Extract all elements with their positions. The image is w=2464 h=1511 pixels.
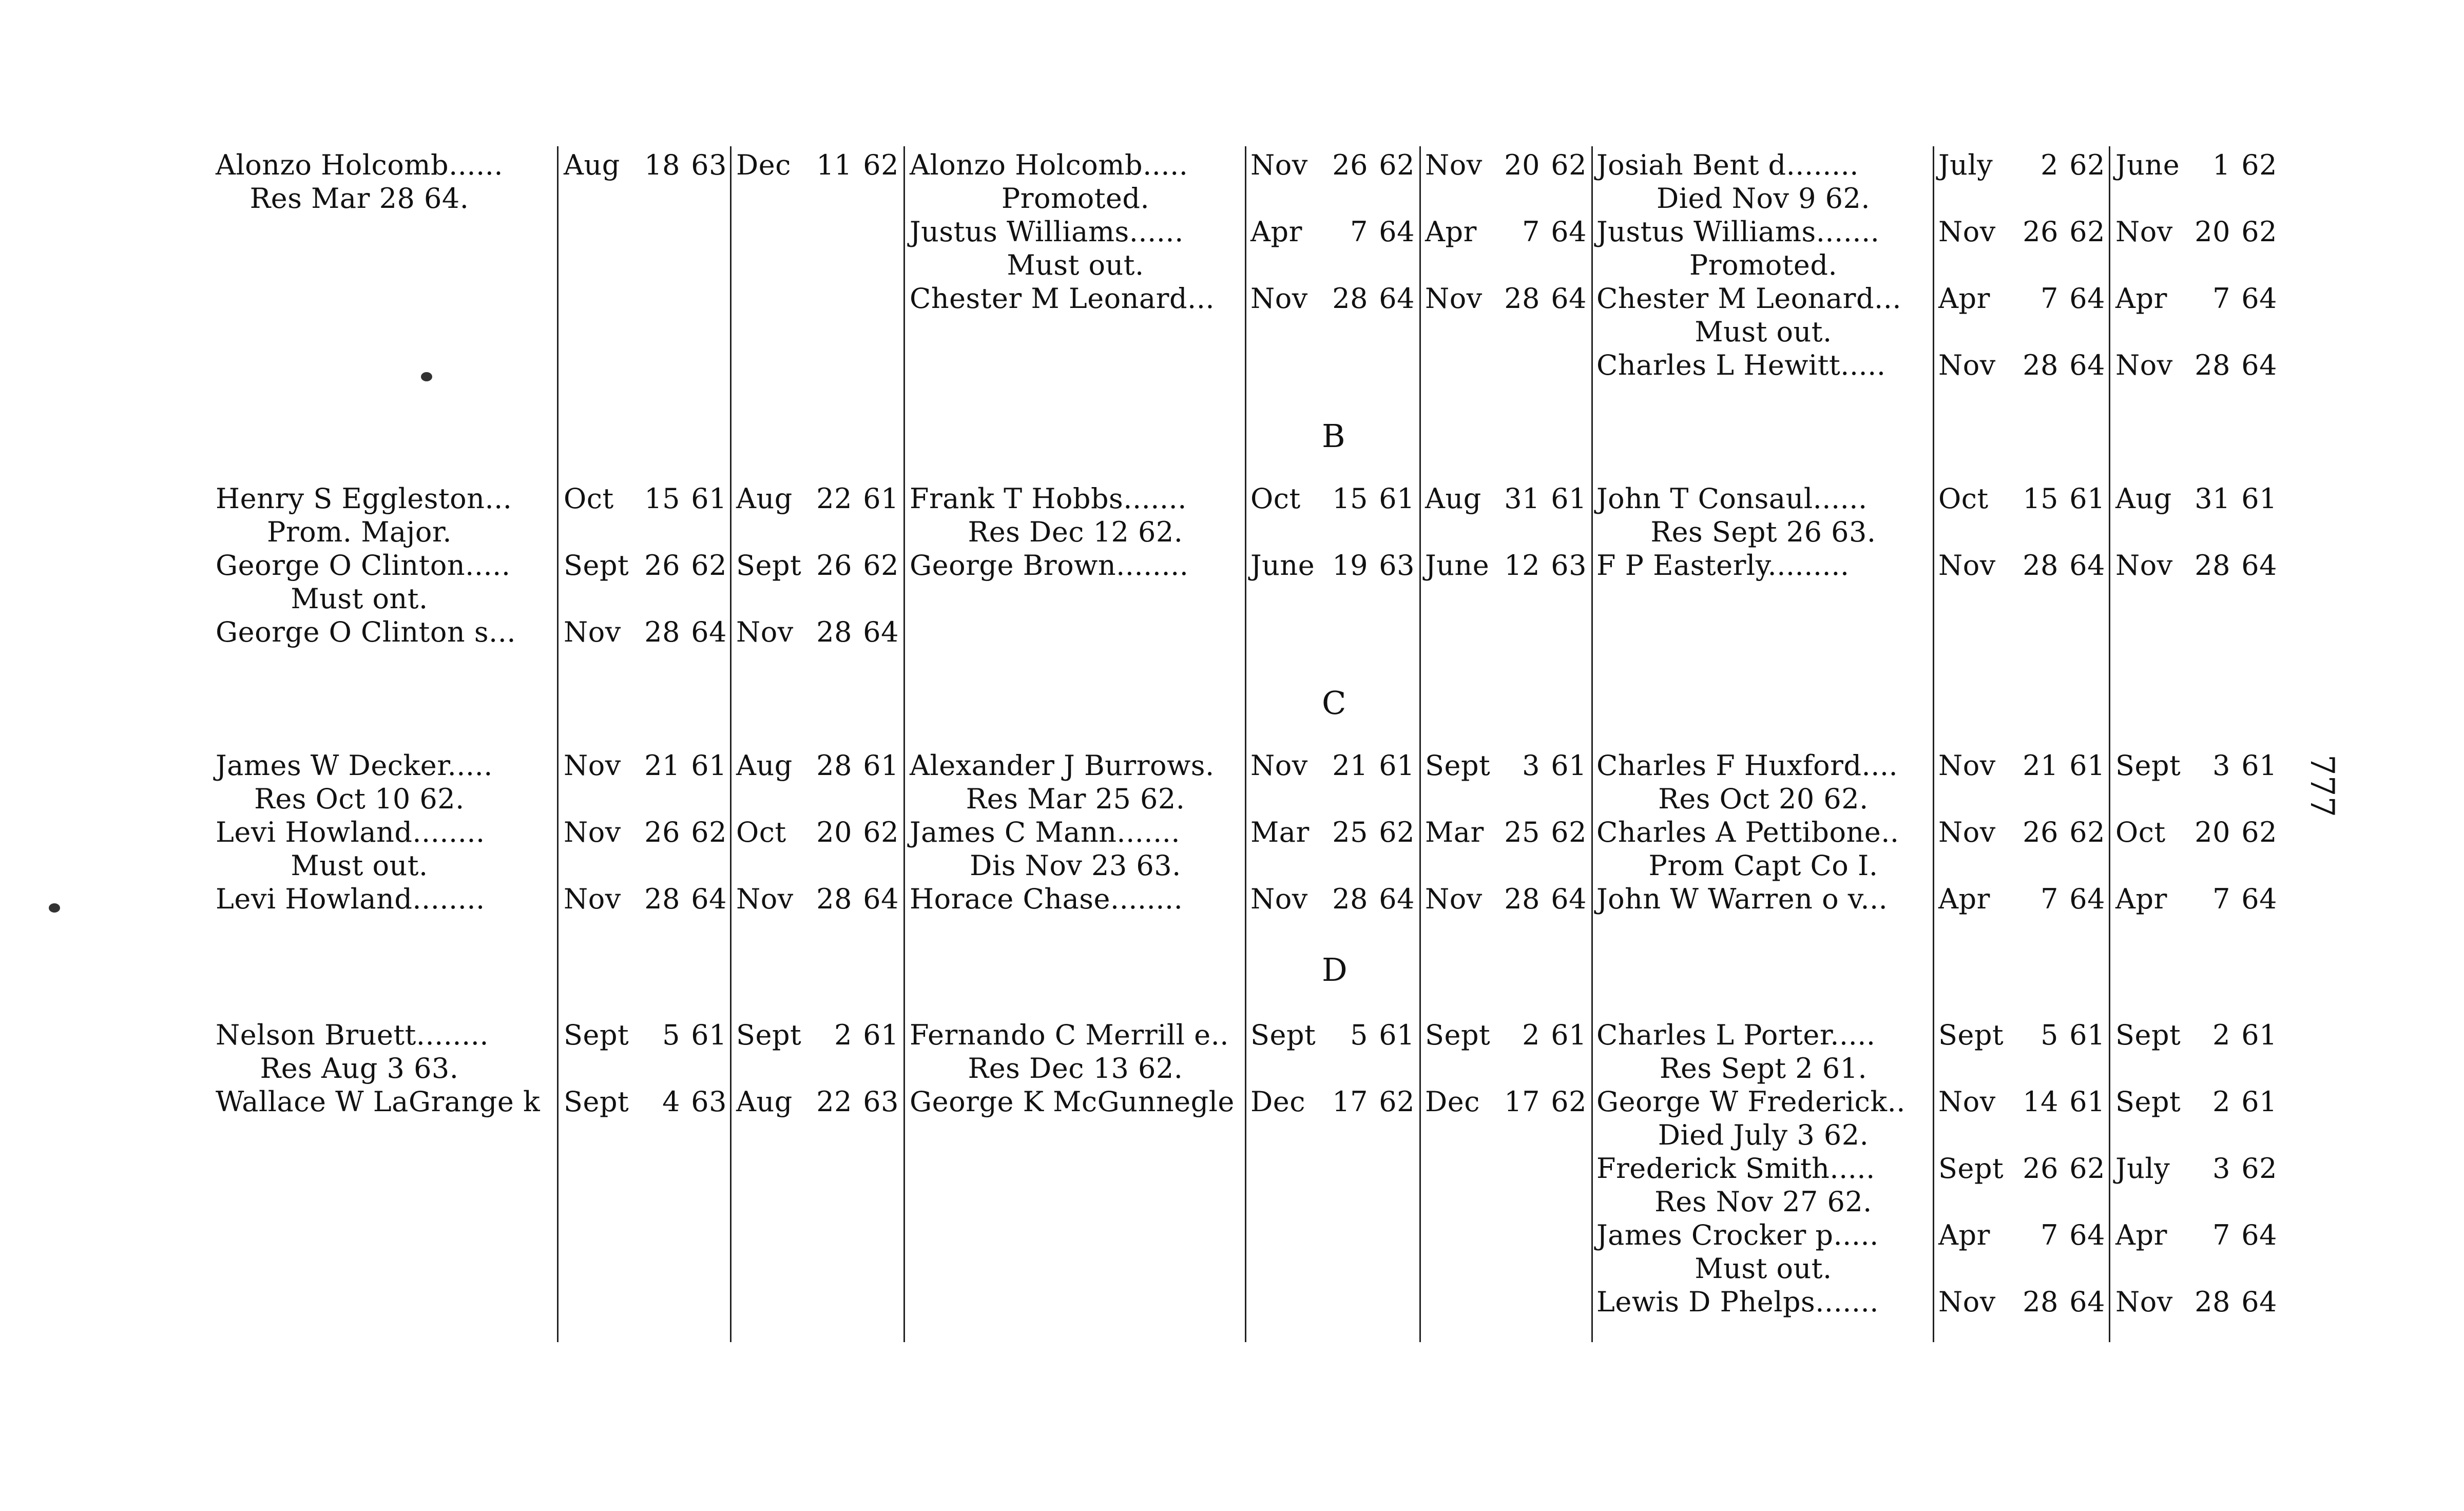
- roster-page: 777 Alonzo Holcomb...... Aug 18 63 Dec 11 62 Alonzo Holcomb..... Nov 26 62 Nov 20 62 Josiah Bent d........ July 2 62 June 1 62 Res Mar 28 64. Promoted. Died Nov 9 62. Justus Williams...... Apr 7 64 Apr 7 64 Justus Williams....... Nov 26 62 Nov 20 62 Must out. Promoted. Chester M Leonard... Nov 28 64 Nov 28 64 Chester M Leonard... Apr 7 64 Apr 7 64 Must out. Charles L Hewitt..... Nov 28 64 Nov 28 64 B Henry S Eggleston... Oct 15 61 Aug 22 61 Frank T Hobbs....... Oct 15 61 Aug 31 61 John T Consaul...... Oct 15 61 Aug 31 61 Prom. Major. Res Dec 12 62. Res Sept 26 63. George O Clinton..... Sept 26 62 Sept 26 62 George Brown........ June 19 63 June 12 63 F P Easterly......... Nov 28 64 Nov 28 64 Must ont. George O Clinton s... Nov 28 64 Nov 28 64 C James W Decker..... Nov 21 61 Aug 28 61 Alexander J Burrows. Nov 21 61 Sept 3 61 Charles F Huxford.... Nov 21 61 Sept 3 61 Res Oct 10 62. Res Mar 25 62. Res Oct 20 62. Levi Howland........ Nov 26 62 Oct 20 62 James C Mann....... Mar 25 62 Mar 25 62 Charles A Pettibone.. Nov 26 62 Oct 20 62 Must out. Dis Nov 23 63. Prom Capt Co I. Levi Howland........ Nov 28 64 Nov 28 64 Horace Chase........ Nov 28 64 Nov 28 64 John W Warren o v... Apr 7 64 Apr 7 64 D Nelson Bruett........ Sept 5 61 Sept 2 61 Fernando C Merrill e.. Sept 5 61 Sept 2 61 Charles L Porter..... Sept 5 61 Sept 2 61 Res Aug 3 63. Res Dec 13 62. Res Sept 2 61. Wallace W LaGrange k Sept 4 63 Aug 22 63 George K McGunnegle Dec 17 62 Dec 17 62 George W Frederick.. Nov 14 61 Sept 2 61 Died July 3 62. Frederick Smith..... Sept 26 62 July 3 62 Res Nov 27 62. James Crocker p..... Apr 7 64 Apr 7 64 Must out. Lewis D Phelps....... Nov 28 64 Nov 28 64: [0, 0, 2464, 1511]
- page-number: 777: [2303, 754, 2341, 818]
- officer-note: Res Dec 13 62.: [968, 1052, 1183, 1084]
- officer-note: Must out.: [1695, 1252, 1832, 1285]
- officer-note: Res Dec 12 62.: [968, 516, 1183, 548]
- officer-name: Fernando C Merrill e..: [910, 1019, 1229, 1051]
- officer-name: John T Consaul......: [1596, 482, 1868, 515]
- officer-name: Henry S Eggleston...: [216, 482, 512, 515]
- officer-name: George Brown........: [910, 549, 1189, 582]
- column-rule: [2109, 146, 2110, 1342]
- officer-name: Horace Chase........: [910, 883, 1183, 915]
- officer-name: John W Warren o v...: [1596, 883, 1888, 915]
- officer-note: Must out.: [1007, 249, 1144, 281]
- officer-name: Frank T Hobbs.......: [910, 482, 1187, 515]
- officer-name: Charles F Huxford....: [1596, 749, 1898, 782]
- section-letter-d: D: [1322, 951, 1348, 989]
- officer-note: Dis Nov 23 63.: [970, 849, 1181, 882]
- officer-name: Charles L Hewitt.....: [1596, 349, 1886, 381]
- officer-note: Res Aug 3 63.: [260, 1052, 459, 1084]
- officer-note: Must ont.: [291, 583, 428, 615]
- officer-name: Charles A Pettibone..: [1596, 816, 1899, 848]
- officer-note: Must out.: [1695, 316, 1832, 348]
- officer-name: Alexander J Burrows.: [910, 749, 1215, 782]
- officer-name: James Crocker p.....: [1596, 1219, 1879, 1251]
- officer-note: Res Mar 28 64.: [249, 182, 469, 215]
- officer-name: Wallace W LaGrange k: [216, 1086, 541, 1118]
- officer-name: Levi Howland........: [216, 816, 485, 848]
- officer-note: Res Oct 20 62.: [1658, 783, 1869, 815]
- officer-note: Res Mar 25 62.: [966, 783, 1185, 815]
- officer-note: Prom Capt Co I.: [1648, 849, 1878, 882]
- officer-note: Prom. Major.: [267, 516, 452, 548]
- officer-name: Josiah Bent d........: [1596, 149, 1859, 181]
- column-rule: [1419, 146, 1421, 1342]
- officer-note: Must out.: [291, 849, 428, 882]
- officer-name: Frederick Smith.....: [1596, 1152, 1875, 1185]
- officer-note: Res Oct 10 62.: [254, 783, 465, 815]
- column-rule: [730, 146, 732, 1342]
- officer-name: George O Clinton.....: [216, 549, 511, 582]
- officer-note: Died Nov 9 62.: [1656, 182, 1871, 215]
- ink-speck: [421, 372, 432, 381]
- section-letter-c: C: [1322, 684, 1346, 722]
- officer-name: Nelson Bruett........: [216, 1019, 489, 1051]
- officer-note: Res Nov 27 62.: [1654, 1186, 1872, 1218]
- officer-note: Promoted.: [1689, 249, 1838, 281]
- officer-name: F P Easterly.........: [1596, 549, 1850, 582]
- officer-name: George K McGunnegle: [910, 1086, 1235, 1118]
- ink-speck: [49, 903, 60, 913]
- column-rule: [557, 146, 559, 1342]
- officer-note: Died July 3 62.: [1658, 1119, 1869, 1151]
- officer-name: Charles L Porter.....: [1596, 1019, 1876, 1051]
- officer-name: Chester M Leonard...: [910, 282, 1215, 315]
- officer-name: George W Frederick..: [1596, 1086, 1905, 1118]
- officer-name: Alonzo Holcomb......: [216, 149, 504, 181]
- officer-name: Justus Williams.......: [1596, 216, 1880, 248]
- officer-name: Lewis D Phelps.......: [1596, 1286, 1879, 1318]
- officer-name: George O Clinton s...: [216, 616, 516, 648]
- section-letter-b: B: [1322, 417, 1345, 455]
- officer-name: James W Decker.....: [216, 749, 493, 782]
- column-rule: [1245, 146, 1246, 1342]
- column-rule: [903, 146, 905, 1342]
- officer-note: Promoted.: [1001, 182, 1150, 215]
- column-rule: [1933, 146, 1934, 1342]
- officer-note: Res Sept 26 63.: [1650, 516, 1876, 548]
- officer-note: Res Sept 2 61.: [1659, 1052, 1868, 1084]
- officer-name: Chester M Leonard...: [1596, 282, 1902, 315]
- column-rule: [1591, 146, 1593, 1342]
- officer-name: Levi Howland........: [216, 883, 485, 915]
- officer-name: Alonzo Holcomb.....: [910, 149, 1188, 181]
- officer-name: Justus Williams......: [910, 216, 1184, 248]
- officer-name: James C Mann.......: [910, 816, 1181, 848]
